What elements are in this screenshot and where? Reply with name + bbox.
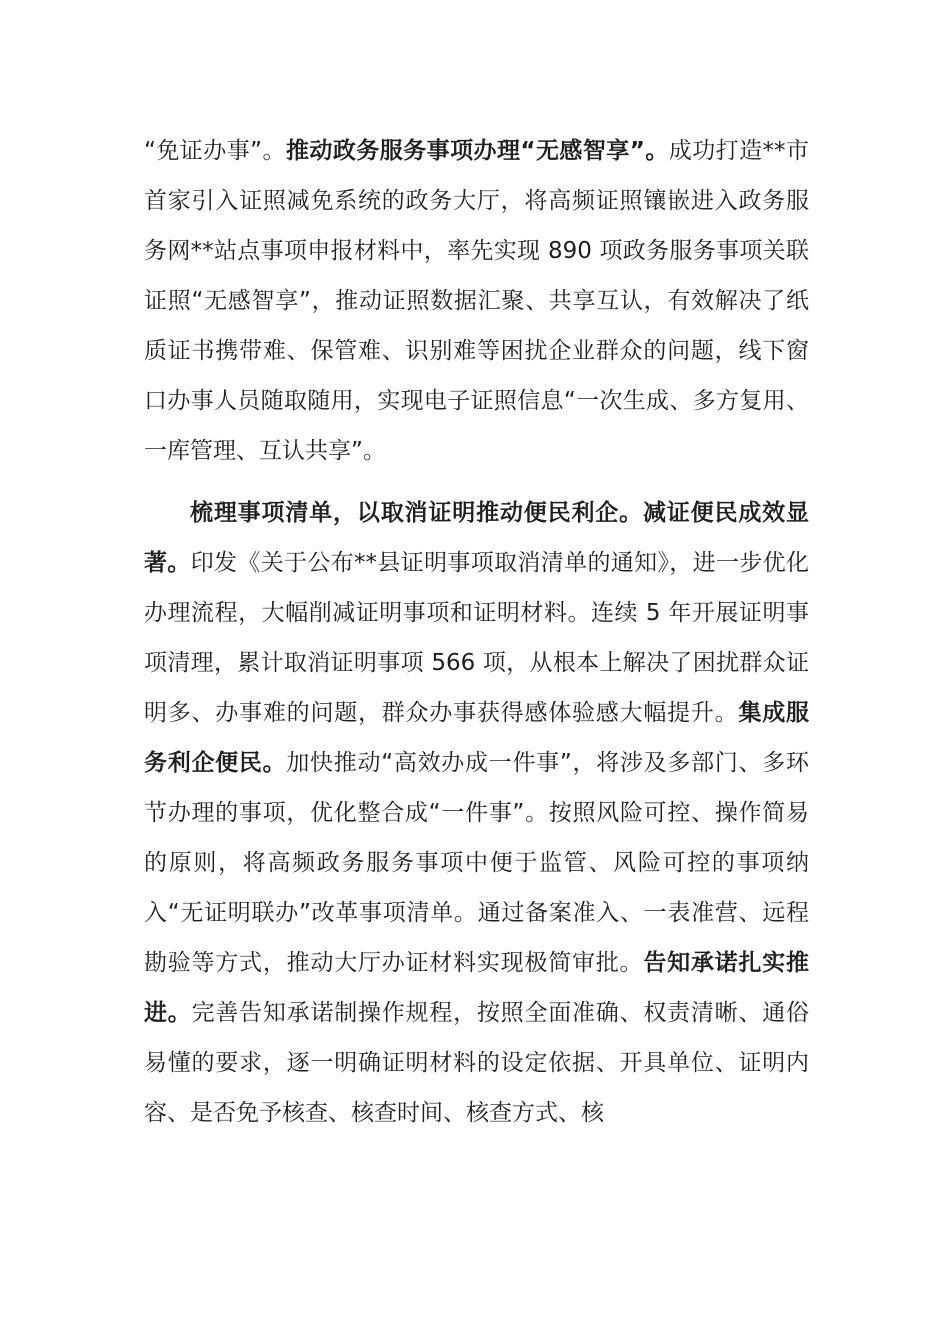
- bold-heading-run: 告知承诺扎实推进。: [144, 950, 810, 1026]
- bold-heading-run: 梳理事项清单，以取消证明推动便民利企。减证便民成效显著。: [144, 500, 809, 576]
- text-run: 完善告知承诺制操作规程，按照全面准确、权责清晰、通俗易懂的要求，逐一明确证明材料的设定依据、开具单位、证明内容、是否免予核查、核查时间、核查方式、核: [144, 1000, 810, 1126]
- text-run: “免证办事”。: [144, 138, 286, 164]
- paragraph-1: [144, 126, 809, 476]
- bold-heading-run: 推动政务服务事项办理“无感智享”。: [285, 138, 669, 164]
- text-run: 成功打造**市首家引入证照减免系统的政务大厅，将高频证照镶嵌进入政务服务网**站点事项申报材料中，率先实现 890 项政务服务事项关联证照“无感智享”，推动证照数据汇聚、共享互认，有效解决了纸质证书携带难、保管难、识别难等困扰企业群众的问题，线下窗口办事人员随取随用，实现电子证照信息“一次生成、多方复用、一库管理、互认共享”。: [144, 138, 809, 464]
- document-body: [144, 126, 809, 1138]
- bold-heading-run: 集成服务利企便民。: [144, 700, 810, 776]
- text-run: 印发《关于公布**县证明事项取消清单的通知》，进一步优化办理流程，大幅削减证明事项和证明材料。连续 5 年开展证明事项清理，累计取消证明事项 566 项，从根本上解决了困扰群众证明多、办事难的问题，群众办事获得感体验感大幅提升。: [144, 550, 810, 726]
- paragraph-2: [144, 488, 809, 1138]
- text-run: 加快推动“高效办成一件事”，将涉及多部门、多环节办理的事项，优化整合成“一件事”。按照风险可控、操作简易的原则，将高频政务服务事项中便于监管、风险可控的事项纳入“无证明联办”改革事项清单。通过备案准入、一表准营、远程勘验等方式，推动大厅办证材料实现极简审批。: [144, 750, 809, 976]
